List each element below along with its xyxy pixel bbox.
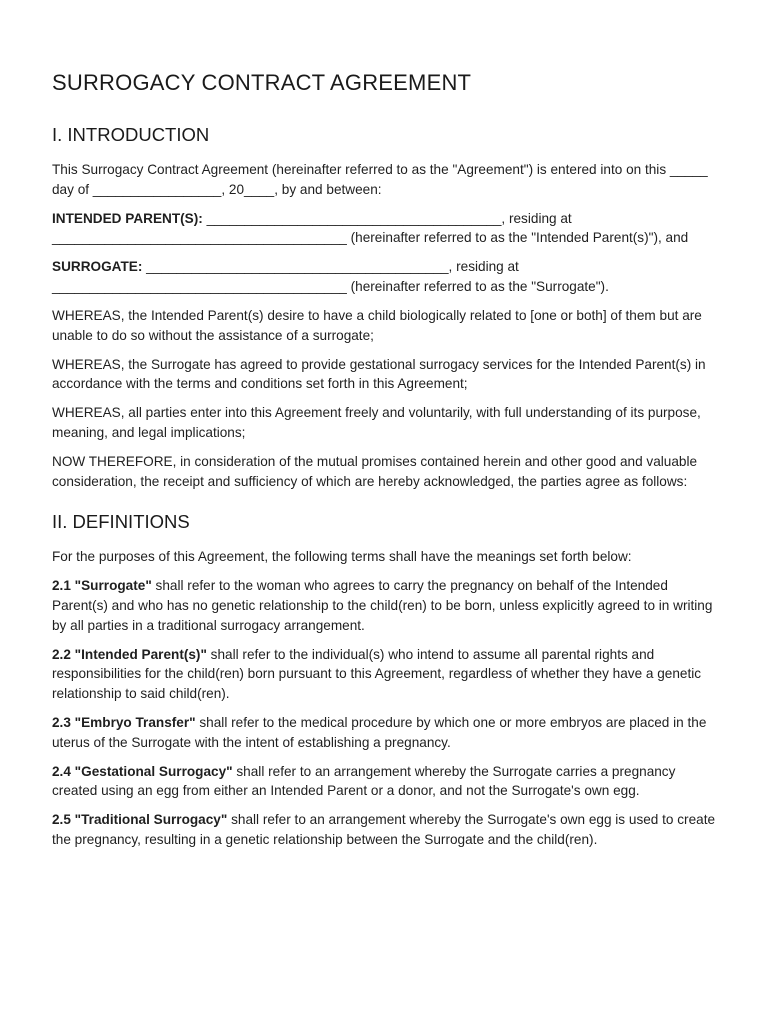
document-title: SURROGACY CONTRACT AGREEMENT	[52, 70, 472, 95]
intended-parent-label: INTENDED PARENT(S):	[52, 210, 203, 226]
definition-term: 2.2 "Intended Parent(s)"	[52, 646, 207, 662]
definition-text: shall refer to an arrangement whereby the Surrogate's own egg is used to create the pregnancy, resulting in a genetic relationship between the Surrogate and the child(ren).	[52, 812, 716, 847]
whereas-paragraph-2: WHEREAS, the Surrogate has agreed to provide gestational surrogacy services for the Intended Parent(s) in accordance with the terms and conditions set forth in this Agreement;	[52, 356, 706, 392]
definition-item	[52, 762, 722, 801]
intended-parent-paragraph	[52, 209, 722, 248]
section-heading-introduction: I. INTRODUCTION	[52, 124, 210, 145]
definition-item	[52, 645, 722, 704]
definition-term: 2.4 "Gestational Surrogacy"	[52, 763, 233, 779]
whereas-paragraph-1: WHEREAS, the Intended Parent(s) desire to have a child biologically related to [one or both] of them but are unable to do so without the assistance of a surrogate;	[52, 308, 702, 343]
definition-term: 2.5 "Traditional Surrogacy"	[52, 812, 228, 828]
definition-item	[52, 576, 722, 635]
surrogate-paragraph	[52, 257, 722, 296]
intended-parent-text: _______________________________________, residing at _______________________________________ (hereinafter referred to as the "Intended Parent(s)"), and	[52, 210, 689, 246]
section-heading-definitions: II. DEFINITIONS	[52, 511, 190, 533]
definition-text: shall refer to the woman who agrees to carry the pregnancy on behalf of the Intended Parent(s) and who has no genetic relationship to the child(ren) to be born, unless explicitly agreed to in writing by all parties in a traditional surrogacy arrangement.	[52, 578, 713, 633]
whereas-paragraph-3: WHEREAS, all parties enter into this Agreement freely and voluntarily, with full understanding of its purpose, meaning, and legal implications;	[52, 405, 701, 441]
intro-paragraph: This Surrogacy Contract Agreement (hereinafter referred to as the "Agreement") is entered into on this _____ day of _________________, 20____, by and between:	[52, 162, 708, 197]
definition-text: shall refer to the individual(s) who intend to assume all parental rights and responsibilities for the child(ren) born pursuant to this Agreement, regardless of whether they have a genetic relationship to said child(ren).	[52, 646, 702, 701]
definition-item	[52, 810, 722, 849]
surrogate-label: SURROGATE:	[52, 259, 143, 275]
definition-term: 2.3 "Embryo Transfer"	[52, 714, 196, 730]
document-page	[52, 70, 722, 859]
definition-item	[52, 713, 722, 752]
surrogate-text: ________________________________________, residing at _______________________________________ (hereinafter referred to as the "Surrogate").	[52, 259, 609, 294]
now-therefore-paragraph: NOW THEREFORE, in consideration of the mutual promises contained herein and other good and valuable consideration, the receipt and sufficiency of which are hereby acknowledged, the parties agree as follows:	[52, 454, 698, 489]
definition-text: shall refer to an arrangement whereby the Surrogate carries a pregnancy created using an egg from either an Intended Parent or a donor, and not the Surrogate's own egg.	[52, 763, 676, 799]
definition-text: shall refer to the medical procedure by which one or more embryos are placed in the uterus of the Surrogate with the intent of establishing a pregnancy.	[52, 714, 707, 750]
definitions-intro: For the purposes of this Agreement, the following terms shall have the meanings set forth below:	[52, 549, 632, 565]
definition-term: 2.1 "Surrogate"	[52, 578, 152, 594]
